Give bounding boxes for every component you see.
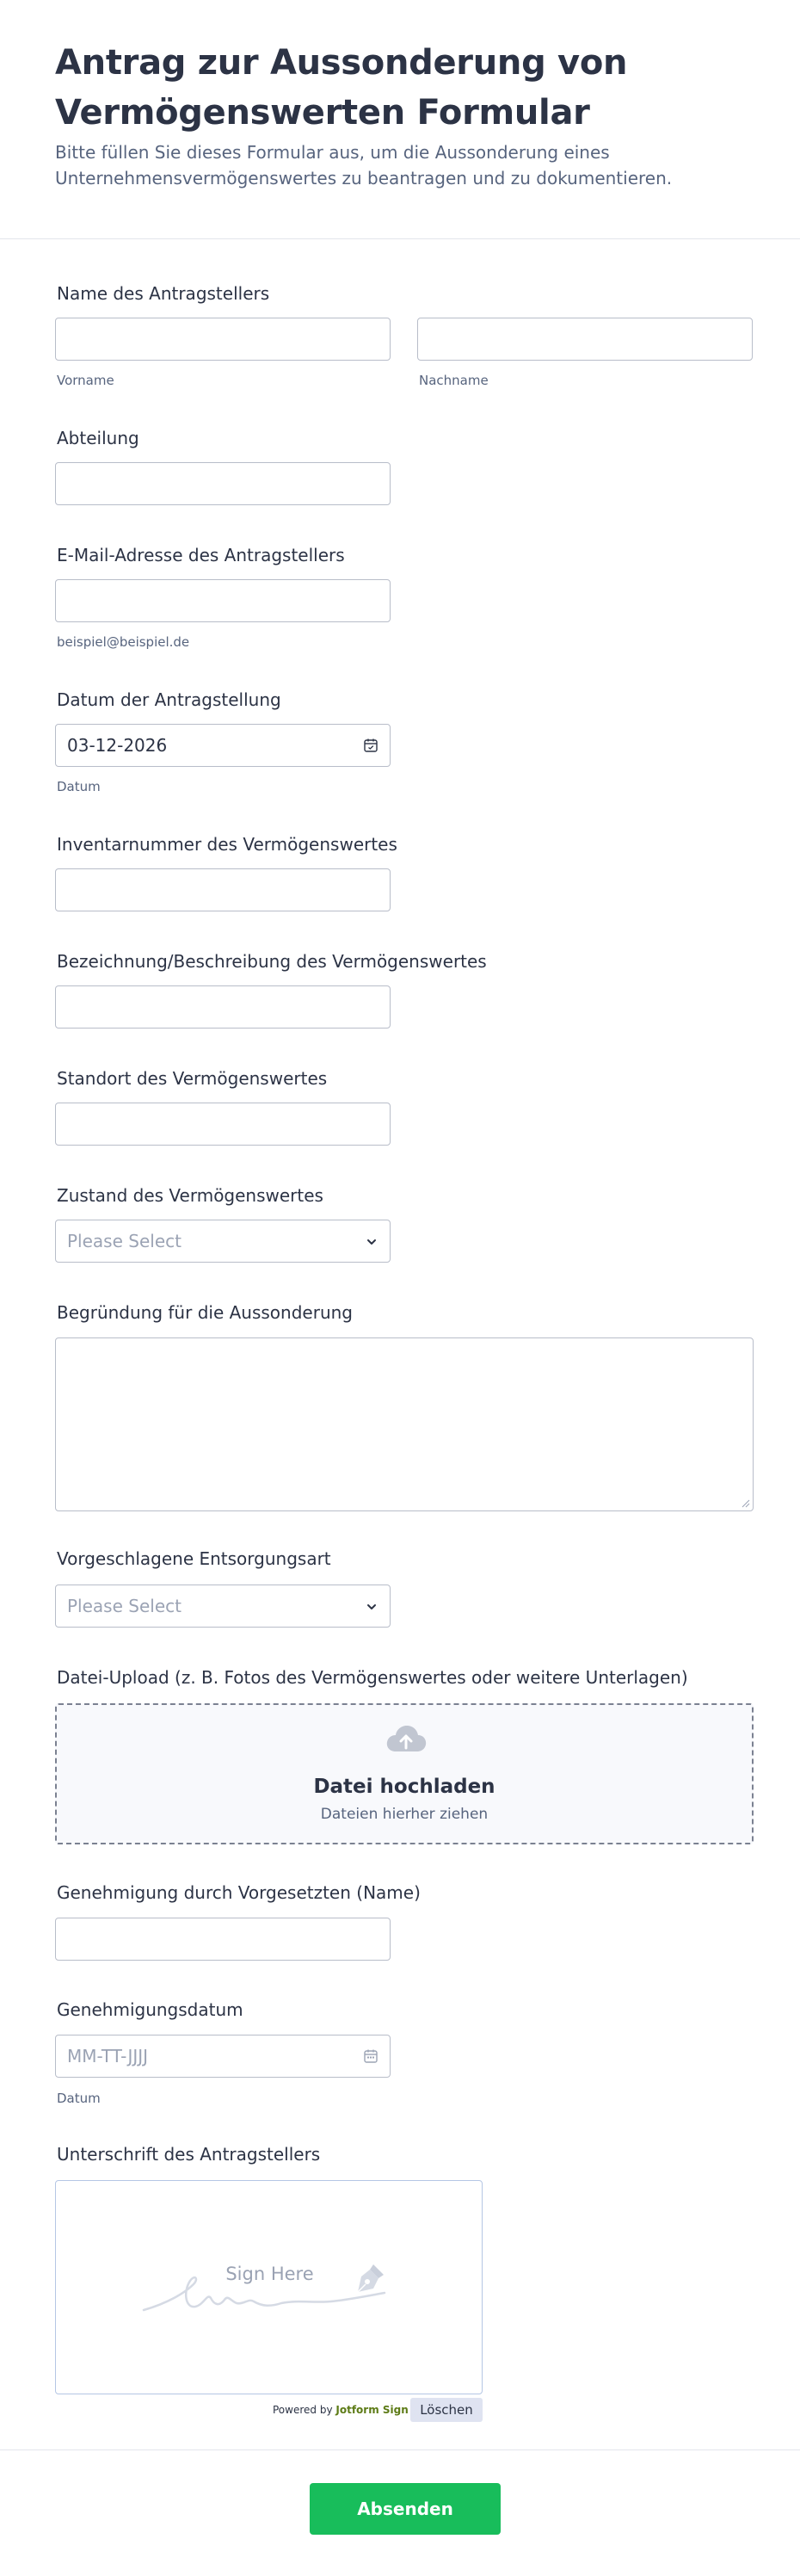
asset-description-input[interactable] xyxy=(55,985,391,1029)
application-date-value: 03-12-2026 xyxy=(67,735,168,756)
signature-pad[interactable] xyxy=(55,2180,483,2394)
reason-label: Begründung für die Aussonderung xyxy=(57,1302,353,1323)
application-date-sublabel: Datum xyxy=(57,779,101,794)
powered-by-text xyxy=(273,2403,409,2417)
first-name-input[interactable] xyxy=(55,318,391,361)
inventory-number-label: Inventarnummer des Vermögenswertes xyxy=(57,834,397,855)
disposal-method-label: Vorgeschlagene Entsorgungsart xyxy=(57,1548,331,1569)
approval-date-label: Genehmigungsdatum xyxy=(57,1999,243,2020)
powered-by-label: Powered by xyxy=(273,2404,333,2416)
chevron-down-icon xyxy=(364,1599,379,1615)
approval-date-input[interactable] xyxy=(55,2035,391,2078)
email-input[interactable] xyxy=(55,579,391,622)
resize-grip-icon[interactable] xyxy=(740,1498,750,1508)
disposal-method-placeholder: Please Select xyxy=(67,1596,182,1616)
upload-title: Datei hochladen xyxy=(313,1776,495,1798)
application-date-label: Datum der Antragstellung xyxy=(57,689,281,710)
asset-location-label: Standort des Vermögenswertes xyxy=(57,1068,328,1089)
chevron-down-icon xyxy=(364,1234,379,1250)
footer-divider xyxy=(0,2449,800,2450)
application-date-input[interactable] xyxy=(55,724,391,767)
supervisor-approval-input[interactable] xyxy=(55,1918,391,1961)
asset-location-input[interactable] xyxy=(55,1103,391,1146)
asset-description-label: Bezeichnung/Beschreibung des Vermögenswertes xyxy=(57,951,487,972)
signature-label: Unterschrift des Antragstellers xyxy=(57,2144,321,2165)
last-name-sublabel: Nachname xyxy=(419,373,489,388)
asset-condition-select[interactable] xyxy=(55,1220,391,1263)
upload-subtitle: Dateien hierher ziehen xyxy=(320,1806,489,1823)
form-title: Antrag zur Aussonderung von Vermögenswerten Formular xyxy=(55,43,628,133)
form-subtitle: Bitte füllen Sie dieses Formular aus, um die Aussonderung eines Unternehmensvermögenswertes zu beantragen und zu dokumentieren. xyxy=(55,142,673,188)
submit-button[interactable]: Absenden xyxy=(310,2483,501,2535)
calendar-icon[interactable] xyxy=(363,2048,378,2064)
inventory-number-input[interactable] xyxy=(55,868,391,911)
department-input[interactable] xyxy=(55,462,391,505)
disposal-method-select[interactable] xyxy=(55,1585,391,1628)
jotform-sign-brand[interactable]: Jotform Sign xyxy=(335,2404,409,2416)
approval-date-placeholder: MM-TT-JJJJ xyxy=(67,2046,149,2066)
asset-condition-placeholder: Please Select xyxy=(67,1231,182,1251)
reason-textarea[interactable] xyxy=(55,1337,754,1511)
applicant-name-label: Name des Antragstellers xyxy=(57,283,270,304)
asset-condition-label: Zustand des Vermögenswertes xyxy=(57,1185,323,1206)
clear-signature-button[interactable]: Löschen xyxy=(410,2398,483,2422)
form-header xyxy=(0,0,800,239)
file-upload-dropzone[interactable] xyxy=(55,1703,754,1844)
cloud-upload-icon xyxy=(384,1722,428,1757)
first-name-sublabel: Vorname xyxy=(57,373,114,388)
signature-placeholder: Sign Here xyxy=(225,2264,314,2284)
department-label: Abteilung xyxy=(57,428,139,448)
email-sublabel: beispiel@beispiel.de xyxy=(57,634,190,650)
calendar-icon[interactable] xyxy=(363,738,378,753)
supervisor-approval-label: Genehmigung durch Vorgesetzten (Name) xyxy=(57,1882,421,1903)
approval-date-sublabel: Datum xyxy=(57,2091,101,2106)
email-label: E-Mail-Adresse des Antragstellers xyxy=(57,545,345,565)
last-name-input[interactable] xyxy=(417,318,753,361)
file-upload-label: Datei-Upload (z. B. Fotos des Vermögenswertes oder weitere Unterlagen) xyxy=(57,1667,688,1688)
